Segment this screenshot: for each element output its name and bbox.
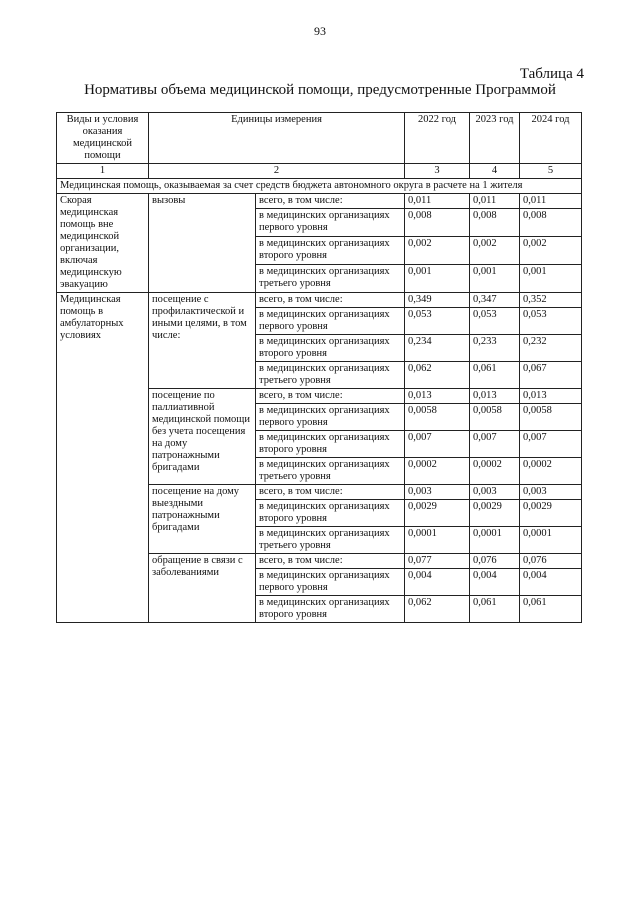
- section-title: Медицинская помощь, оказываемая за счет средств бюджета автономного округа в расчете на 1 жителя: [57, 179, 582, 194]
- value-2022-cell: 0,002: [405, 237, 470, 265]
- value-2023-cell: 0,0001: [470, 527, 520, 554]
- value-2022-cell: 0,077: [405, 554, 470, 569]
- table-row: [57, 293, 582, 308]
- value-2022-cell: 0,053: [405, 308, 470, 335]
- value-2024-cell: 0,007: [520, 431, 582, 458]
- value-2023-cell: 0,003: [470, 485, 520, 500]
- value-2023-cell: 0,013: [470, 389, 520, 404]
- value-2022-cell: 0,062: [405, 596, 470, 623]
- value-2024-cell: 0,076: [520, 554, 582, 569]
- unit-cell: посещение на дому выездными патронажными бригадами: [149, 485, 256, 554]
- value-2023-cell: 0,061: [470, 362, 520, 389]
- level-cell: в медицинских организациях первого уровня: [256, 209, 405, 237]
- value-2024-cell: 0,0002: [520, 458, 582, 485]
- table-caption: Таблица 4: [519, 66, 584, 82]
- value-2022-cell: 0,003: [405, 485, 470, 500]
- unit-cell: обращение в связи с заболеваниями: [149, 554, 256, 623]
- column-number: 2: [149, 164, 405, 179]
- column-number: 1: [57, 164, 149, 179]
- value-2022-cell: 0,008: [405, 209, 470, 237]
- value-2022-cell: 0,0058: [405, 404, 470, 431]
- value-2023-cell: 0,001: [470, 265, 520, 293]
- level-cell: в медицинских организациях первого уровня: [256, 404, 405, 431]
- table-row: [57, 194, 582, 209]
- header-2024: 2024 год: [520, 113, 582, 164]
- header-2023: 2023 год: [470, 113, 520, 164]
- level-cell: в медицинских организациях второго уровня: [256, 500, 405, 527]
- level-cell: всего, в том числе:: [256, 485, 405, 500]
- value-2022-cell: 0,349: [405, 293, 470, 308]
- care-kind-cell: Медицинская помощь в амбулаторных условиях: [57, 293, 149, 623]
- column-number: 3: [405, 164, 470, 179]
- value-2024-cell: 0,003: [520, 485, 582, 500]
- header-row: [57, 113, 582, 164]
- value-2024-cell: 0,053: [520, 308, 582, 335]
- level-cell: в медицинских организациях третьего уровня: [256, 362, 405, 389]
- level-cell: в медицинских организациях первого уровня: [256, 308, 405, 335]
- value-2024-cell: 0,001: [520, 265, 582, 293]
- level-cell: в медицинских организациях второго уровня: [256, 431, 405, 458]
- value-2024-cell: 0,0029: [520, 500, 582, 527]
- value-2022-cell: 0,011: [405, 194, 470, 209]
- value-2024-cell: 0,0001: [520, 527, 582, 554]
- value-2022-cell: 0,007: [405, 431, 470, 458]
- header-2022: 2022 год: [405, 113, 470, 164]
- value-2024-cell: 0,0058: [520, 404, 582, 431]
- header-kinds: Виды и условия оказания медицинской помощи: [57, 113, 149, 164]
- value-2023-cell: 0,347: [470, 293, 520, 308]
- value-2022-cell: 0,013: [405, 389, 470, 404]
- page-number: 93: [314, 24, 326, 38]
- value-2022-cell: 0,0029: [405, 500, 470, 527]
- value-2023-cell: 0,053: [470, 308, 520, 335]
- level-cell: в медицинских организациях второго уровня: [256, 596, 405, 623]
- level-cell: в медицинских организациях третьего уровня: [256, 458, 405, 485]
- value-2024-cell: 0,013: [520, 389, 582, 404]
- level-cell: в медицинских организациях третьего уровня: [256, 265, 405, 293]
- level-cell: всего, в том числе:: [256, 554, 405, 569]
- value-2024-cell: 0,011: [520, 194, 582, 209]
- table-body: [57, 194, 582, 623]
- value-2022-cell: 0,234: [405, 335, 470, 362]
- value-2022-cell: 0,001: [405, 265, 470, 293]
- value-2023-cell: 0,007: [470, 431, 520, 458]
- value-2022-cell: 0,0002: [405, 458, 470, 485]
- care-kind-cell: Скорая медицинская помощь вне медицинской организации, включая медицинскую эвакуацию: [57, 194, 149, 293]
- value-2023-cell: 0,0002: [470, 458, 520, 485]
- level-cell: в медицинских организациях третьего уровня: [256, 527, 405, 554]
- value-2022-cell: 0,0001: [405, 527, 470, 554]
- value-2024-cell: 0,004: [520, 569, 582, 596]
- level-cell: в медицинских организациях первого уровня: [256, 569, 405, 596]
- unit-cell: посещение по паллиативной медицинской помощи без учета посещения на дому патронажными бригадами: [149, 389, 256, 485]
- level-cell: в медицинских организациях второго уровня: [256, 335, 405, 362]
- value-2023-cell: 0,0029: [470, 500, 520, 527]
- value-2023-cell: 0,002: [470, 237, 520, 265]
- unit-cell: вызовы: [149, 194, 256, 293]
- section-row: [57, 179, 582, 194]
- value-2024-cell: 0,002: [520, 237, 582, 265]
- level-cell: всего, в том числе:: [256, 293, 405, 308]
- value-2023-cell: 0,011: [470, 194, 520, 209]
- value-2023-cell: 0,076: [470, 554, 520, 569]
- level-cell: всего, в том числе:: [256, 194, 405, 209]
- level-cell: всего, в том числе:: [256, 389, 405, 404]
- norms-table: [56, 112, 582, 623]
- value-2023-cell: 0,233: [470, 335, 520, 362]
- value-2022-cell: 0,062: [405, 362, 470, 389]
- header-units: Единицы измерения: [149, 113, 405, 164]
- value-2023-cell: 0,008: [470, 209, 520, 237]
- value-2024-cell: 0,067: [520, 362, 582, 389]
- document-title: Нормативы объема медицинской помощи, предусмотренные Программой: [84, 82, 556, 98]
- value-2024-cell: 0,352: [520, 293, 582, 308]
- column-numbers-row: [57, 164, 582, 179]
- level-cell: в медицинских организациях второго уровня: [256, 237, 405, 265]
- unit-cell: посещение с профилактической и иными целями, в том числе:: [149, 293, 256, 389]
- value-2024-cell: 0,008: [520, 209, 582, 237]
- value-2023-cell: 0,004: [470, 569, 520, 596]
- column-number: 4: [470, 164, 520, 179]
- value-2024-cell: 0,232: [520, 335, 582, 362]
- value-2023-cell: 0,061: [470, 596, 520, 623]
- value-2022-cell: 0,004: [405, 569, 470, 596]
- value-2023-cell: 0,0058: [470, 404, 520, 431]
- column-number: 5: [520, 164, 582, 179]
- value-2024-cell: 0,061: [520, 596, 582, 623]
